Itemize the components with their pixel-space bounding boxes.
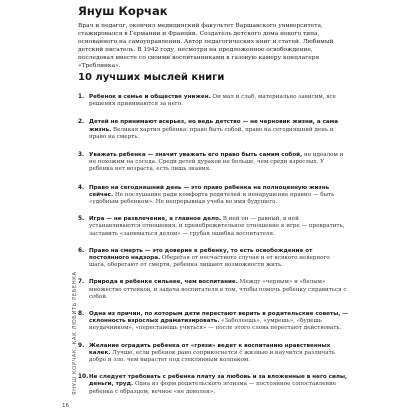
list-item (78, 94, 348, 108)
item-lead: Одна из причин, по которым дети перестают верить в родительские советы, — склонность взрослых драматизировать. (89, 311, 348, 325)
item-number: 7. (78, 279, 85, 286)
item-text: Он мал и слаб, материально зависим, все решения принимаются за него. (89, 94, 336, 108)
item-number: 4. (78, 184, 85, 191)
item-lead: Желание оградить ребенка от «грязи» ведет к воспитанию нравственных калек. (89, 342, 331, 356)
list-item (78, 152, 348, 174)
item-number: 1. (78, 94, 85, 100)
list-item (78, 343, 348, 365)
page-number: 16 (62, 403, 69, 409)
list-item (78, 216, 348, 238)
list-heading: 10 лучших мыслей книги (78, 72, 225, 83)
list-item (78, 248, 348, 270)
item-text: «Заболеешь», «умрешь», «будешь неудачником», «перестанешь учиться» — после этого слова перестают действовать. (89, 318, 342, 332)
item-lead: Природа в ребенке сильнее, чем воспитание. (89, 279, 238, 286)
item-lead: Игра — не развлечение, а главное дело. (89, 216, 222, 223)
list-item (78, 279, 348, 301)
item-lead: Не следует требовать с ребенка плату за любовь и за вложенные в него силы, деньги, труд. (89, 374, 348, 388)
running-header: ЯНУШ КОРЧАК. КАК ЛЮБИТЬ РЕБЕНКА (72, 271, 78, 395)
section-title: Януш Корчак (78, 4, 168, 18)
list-item (78, 374, 348, 396)
item-number: 2. (78, 119, 85, 126)
item-number: 5. (78, 216, 85, 223)
item-text: Не послушание ради комфорта родителей и ненарушение правил — быть «удобным ребенком». Не непрерывная учеба во имя будущего. (89, 191, 335, 206)
list-item (78, 185, 348, 207)
item-text: не идеалом и не похожим на соседа. Среди детей дураков не больше, чем среди взрослых. У ребенка нет возраста, есть лишь знания. (89, 152, 344, 173)
item-number: 9. (78, 342, 85, 349)
item-text: Между «черным» и «белым» множество оттенков, и задача воспитателя в том, чтобы помочь ребенку справиться с собой. (89, 279, 347, 300)
item-text: Одна из форм родительского эгоизма — постоянное сопоставление ребенка с образцом, вечное «не доволен». (89, 381, 337, 395)
item-lead: Право на сегодняшний день — это право ребенка на полноценную жизнь сейчас. (89, 184, 330, 198)
item-text: Оберегая от несчастного случая и от всякого неверного шага, оберегают от смерти, ребенка лишают возможности жить. (89, 255, 330, 269)
item-text: Лучше, если ребенок рано соприкоснется с жизнью и научится различать добро и зло, чем вырастет под стеклянным колпаком. (89, 349, 335, 364)
item-text: В ней он — равный, в ней устанавливаются отношения, и пренебрежительное отношение к игре — превратить, заставить «заниматься делом» — грубая ошибка воспитателя. (89, 216, 345, 237)
item-lead: Право на смерть — это доверие к ребенку, то есть освобождение от постоянного надзора. (89, 247, 313, 262)
item-lead: Ребенок в семье и обществе унижен. (89, 94, 211, 100)
item-number: 6. (78, 247, 85, 254)
item-lead: Детей не принимают всерьез, но ведь детство — не черновик жизни, а сама жизнь. (89, 119, 339, 133)
item-text: Великая хартия ребенка: право быть собой, право на сегодняшний день и право на смерть. (89, 126, 334, 140)
item-number: 3. (78, 152, 85, 159)
list-item (78, 119, 348, 141)
thoughts-list (78, 94, 348, 396)
list-item (78, 311, 348, 333)
item-number: 8. (78, 311, 85, 318)
author-bio: Врач и педагог, окончил медицинский факультет Варшавского университета, стажировался в Германии и Франции. Создатель детского дома нового типа, основанного на самоуправлении. Автор педагогических книг и статей. Любимый детский писатель. В 1942 году, несмотря на предложенное освобождение, последовал вместе со своими воспитанниками в газовую камеру концлагеря «Треблинка». (78, 23, 334, 69)
item-number: 10. (78, 374, 89, 381)
item-lead: Уважать ребенка — значит уважать его право быть самим собой, (89, 152, 303, 159)
